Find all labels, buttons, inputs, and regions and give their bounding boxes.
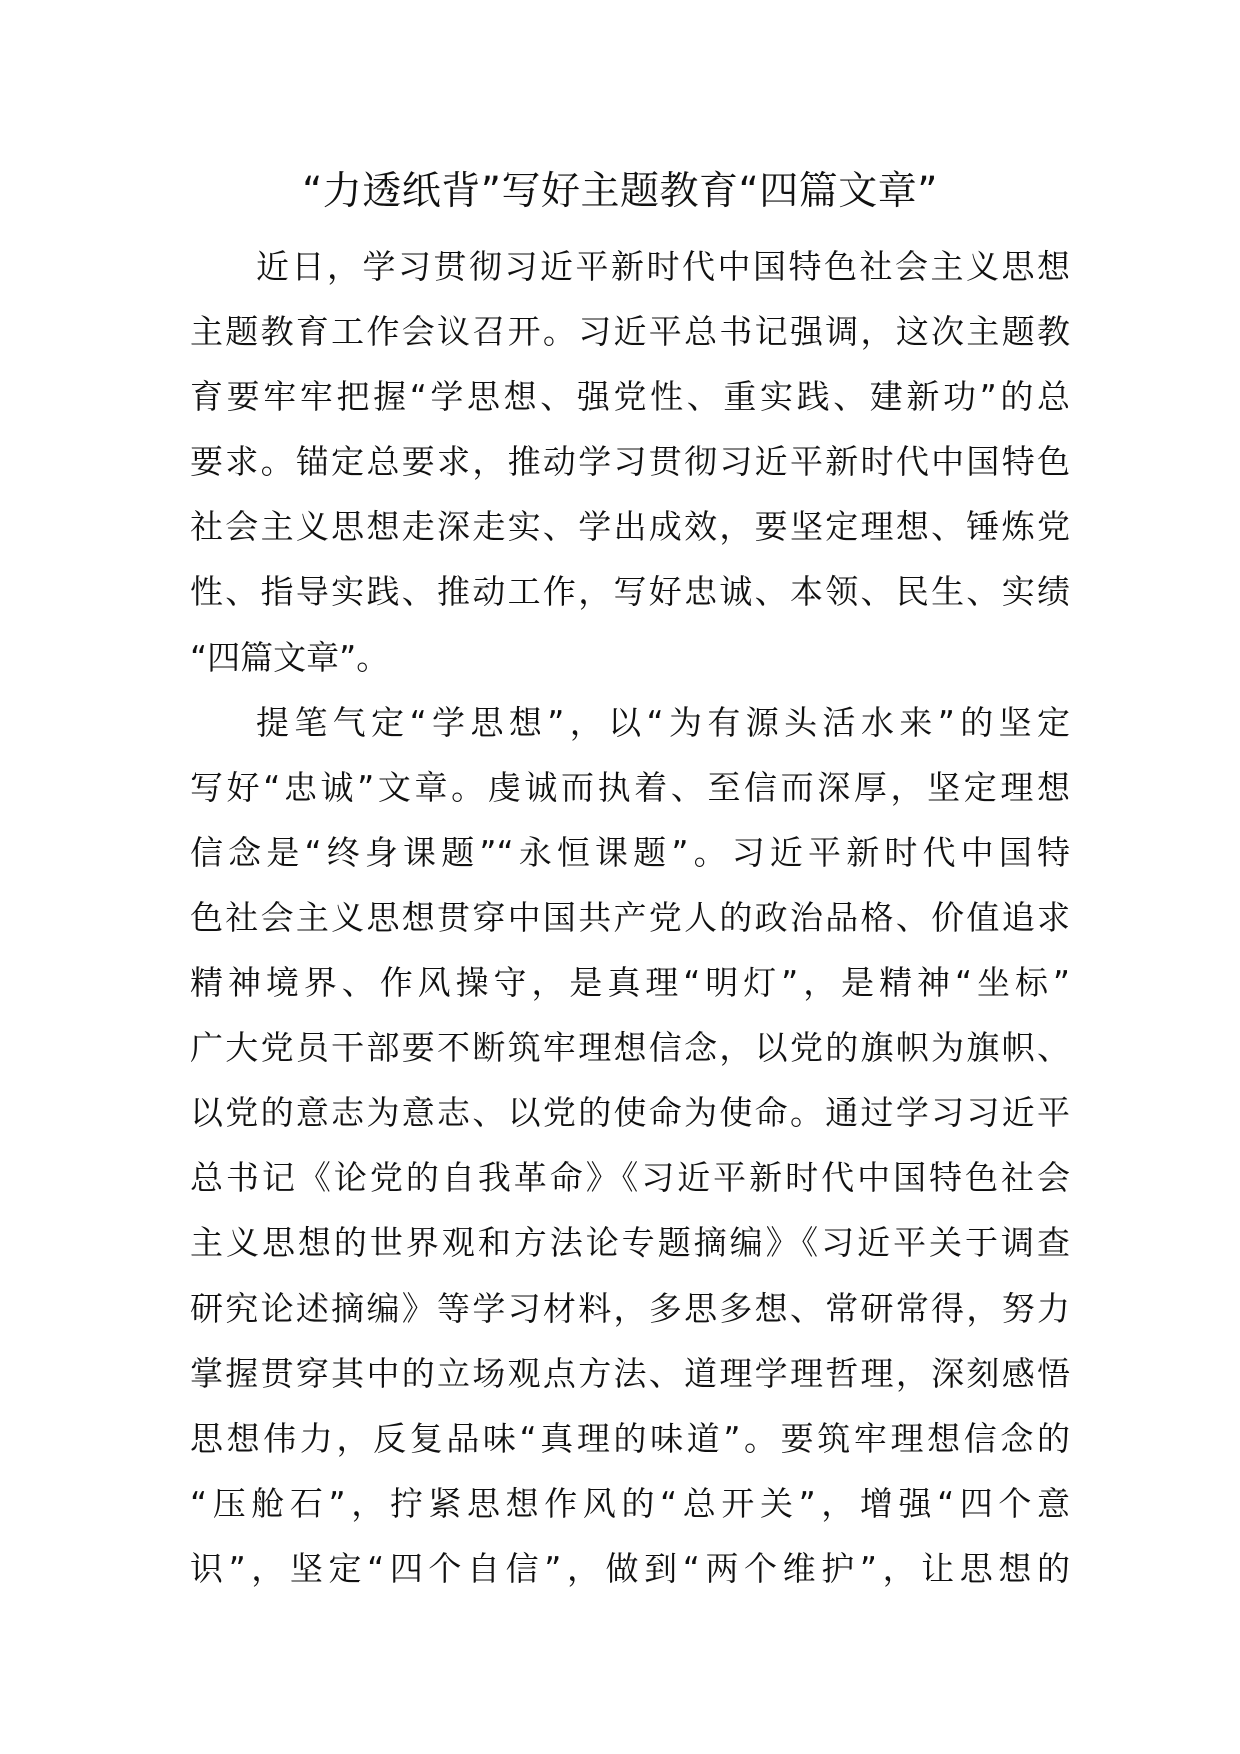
text-line: 育要牢牢把握“学思想、强党性、重实践、建新功”的总 [190, 377, 1070, 417]
text-line: 研究论述摘编》等学习材料，多思多想、常研常得，努力 [190, 1288, 1070, 1328]
text-line: 提笔气定“学思想”，以“为有源头活水来”的坚定 [256, 702, 1070, 742]
text-line: 精神境界、作风操守，是真理“明灯”，是精神“坐标” [190, 963, 1070, 1003]
text-line: 主题教育工作会议召开。习近平总书记强调，这次主题教 [190, 312, 1070, 352]
document-body [190, 234, 1070, 1601]
text-line: 近日，学习贯彻习近平新时代中国特色社会主义思想 [256, 247, 1070, 286]
text-line: 总书记《论党的自我革命》《习近平新时代中国特色社会 [190, 1158, 1070, 1198]
text-line: “压舱石”，拧紧思想作风的“总开关”，增强“四个意 [190, 1483, 1070, 1523]
text-line: 写好“忠诚”文章。虔诚而执着、至信而深厚，坚定理想 [190, 767, 1070, 807]
text-line: 信念是“终身课题”“永恒课题”。习近平新时代中国特 [190, 832, 1070, 872]
text-line: 思想伟力，反复品味“真理的味道”。要筑牢理想信念的 [190, 1418, 1070, 1458]
text-line: 性、指导实践、推动工作，写好忠诚、本领、民生、实绩 [190, 572, 1070, 612]
text-line: 识”，坚定“四个自信”，做到“两个维护”，让思想的 [190, 1548, 1070, 1588]
text-line: 要求。锚定总要求，推动学习贯彻习近平新时代中国特色 [190, 442, 1070, 482]
text-line: 色社会主义思想贯穿中国共产党人的政治品格、价值追求 [190, 897, 1070, 937]
text-line: 掌握贯穿其中的立场观点方法、道理学理哲理，深刻感悟 [190, 1353, 1070, 1393]
text-line: 以党的意志为意志、以党的使命为使命。通过学习习近平 [190, 1093, 1070, 1133]
text-line: 主义思想的世界观和方法论专题摘编》《习近平关于调查 [190, 1223, 1070, 1263]
text-line: 社会主义思想走深走实、学出成效，要坚定理想、锤炼党 [190, 507, 1070, 547]
text-line: 广大党员干部要不断筑牢理想信念，以党的旗帜为旗帜、 [190, 1028, 1070, 1068]
text-line: “四篇文章”。 [190, 637, 390, 677]
document-title: “力透纸背”写好主题教育“四篇文章” [302, 169, 938, 214]
